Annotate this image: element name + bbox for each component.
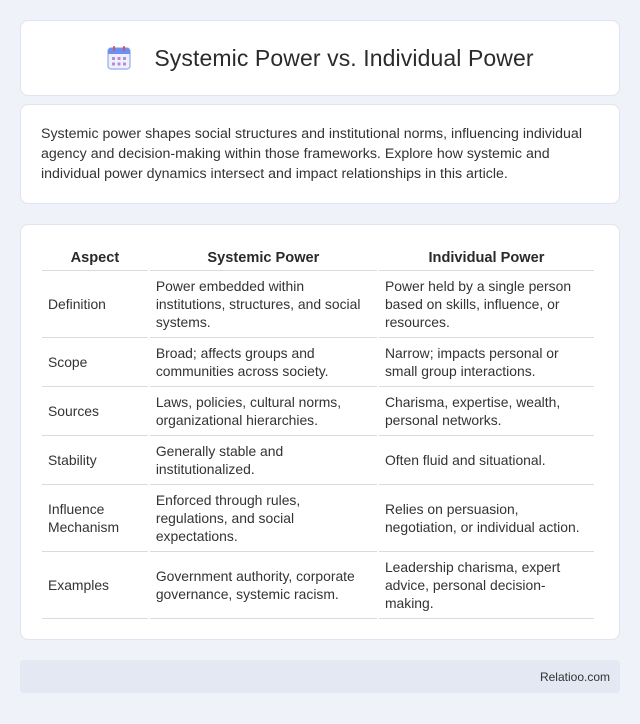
footer-brand: Relatioo.com (539, 669, 610, 684)
individual-cell: Charisma, expertise, wealth, personal networks. (379, 387, 594, 436)
header-individual-power: Individual Power (379, 245, 594, 271)
table-header-row (42, 245, 594, 271)
table-row (42, 338, 594, 387)
header-aspect: Aspect (42, 245, 148, 271)
intro-card (20, 104, 620, 204)
comparison-table-card (20, 224, 620, 640)
individual-cell: Leadership charisma, expert advice, personal decision-making. (379, 552, 594, 619)
calendar-icon (106, 45, 132, 71)
table-row (42, 485, 594, 552)
systemic-cell: Laws, policies, cultural norms, organizational hierarchies. (150, 387, 377, 436)
aspect-cell: Sources (42, 387, 148, 436)
aspect-cell: Stability (42, 436, 148, 485)
table-row (42, 552, 594, 619)
comparison-table (40, 245, 596, 619)
aspect-cell: Influence Mechanism (42, 485, 148, 552)
header-systemic-power: Systemic Power (150, 245, 377, 271)
systemic-cell: Enforced through rules, regulations, and social expectations. (150, 485, 377, 552)
intro-text: Systemic power shapes social structures and institutional norms, influencing individual agency and decision-making within those frameworks. Explore how systemic and individual power dynamics intersect and impact relationships in this article. (41, 126, 582, 182)
page-title: Systemic Power vs. Individual Power (154, 44, 534, 71)
systemic-cell: Government authority, corporate governance, systemic racism. (150, 552, 377, 619)
systemic-cell: Power embedded within institutions, structures, and social systems. (150, 271, 377, 338)
individual-cell: Often fluid and situational. (379, 436, 594, 485)
table-row (42, 387, 594, 436)
individual-cell: Power held by a single person based on skills, influence, or resources. (379, 271, 594, 338)
systemic-cell: Broad; affects groups and communities across society. (150, 338, 377, 387)
systemic-cell: Generally stable and institutionalized. (150, 436, 377, 485)
aspect-cell: Examples (42, 552, 148, 619)
individual-cell: Relies on persuasion, negotiation, or individual action. (379, 485, 594, 552)
title-card (20, 20, 620, 96)
individual-cell: Narrow; impacts personal or small group interactions. (379, 338, 594, 387)
aspect-cell: Definition (42, 271, 148, 338)
footer (20, 660, 620, 693)
aspect-cell: Scope (42, 338, 148, 387)
table-row (42, 436, 594, 485)
table-row (42, 271, 594, 338)
